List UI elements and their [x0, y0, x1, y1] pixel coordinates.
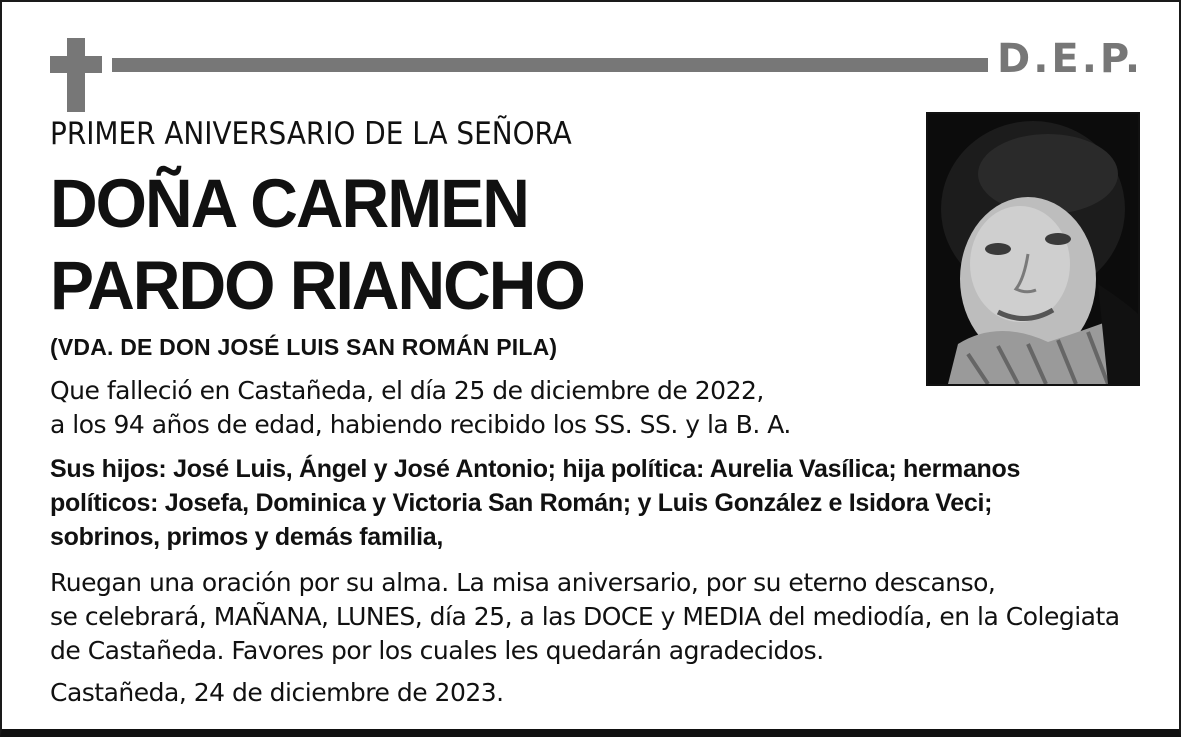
- death-details: [50, 374, 791, 442]
- mass-request: [50, 566, 1120, 668]
- dep-label: D.E.P.: [997, 36, 1144, 82]
- deceased-name-line2: PARDO RIANCHO: [50, 246, 584, 324]
- request-line: de Castañeda. Favores por los cuales les quedarán agradecidos.: [50, 636, 824, 665]
- family-line: políticos: Josefa, Dominica y Victoria San Román; y Luis González e Isidora Veci;: [50, 489, 993, 517]
- widow-of-line: (VDA. DE DON JOSÉ LUIS SAN ROMÁN PILA): [50, 334, 558, 360]
- cross-icon: [50, 38, 102, 112]
- intro-line: PRIMER ANIVERSARIO DE LA SEÑORA: [50, 116, 572, 152]
- request-line: Ruegan una oración por su alma. La misa aniversario, por su eterno descanso,: [50, 568, 996, 597]
- header-rule: [112, 58, 988, 72]
- place-date: Castañeda, 24 de diciembre de 2023.: [50, 678, 504, 707]
- deceased-name-line1: DOÑA CARMEN: [50, 164, 528, 242]
- request-line: se celebrará, MAÑANA, LUNES, día 25, a las DOCE y MEDIA del mediodía, en la Colegiata: [50, 602, 1120, 631]
- portrait-image: [928, 114, 1138, 384]
- death-line: Que falleció en Castañeda, el día 25 de diciembre de 2022,: [50, 376, 764, 405]
- death-line: a los 94 años de edad, habiendo recibido los SS. SS. y la B. A.: [50, 410, 791, 439]
- family-line: Sus hijos: José Luis, Ángel y José Antonio; hija política: Aurelia Vasílica; hermanos: [50, 455, 1021, 483]
- portrait-photo: [926, 112, 1140, 386]
- family-list: [50, 452, 1150, 554]
- family-line: sobrinos, primos y demás familia,: [50, 523, 444, 551]
